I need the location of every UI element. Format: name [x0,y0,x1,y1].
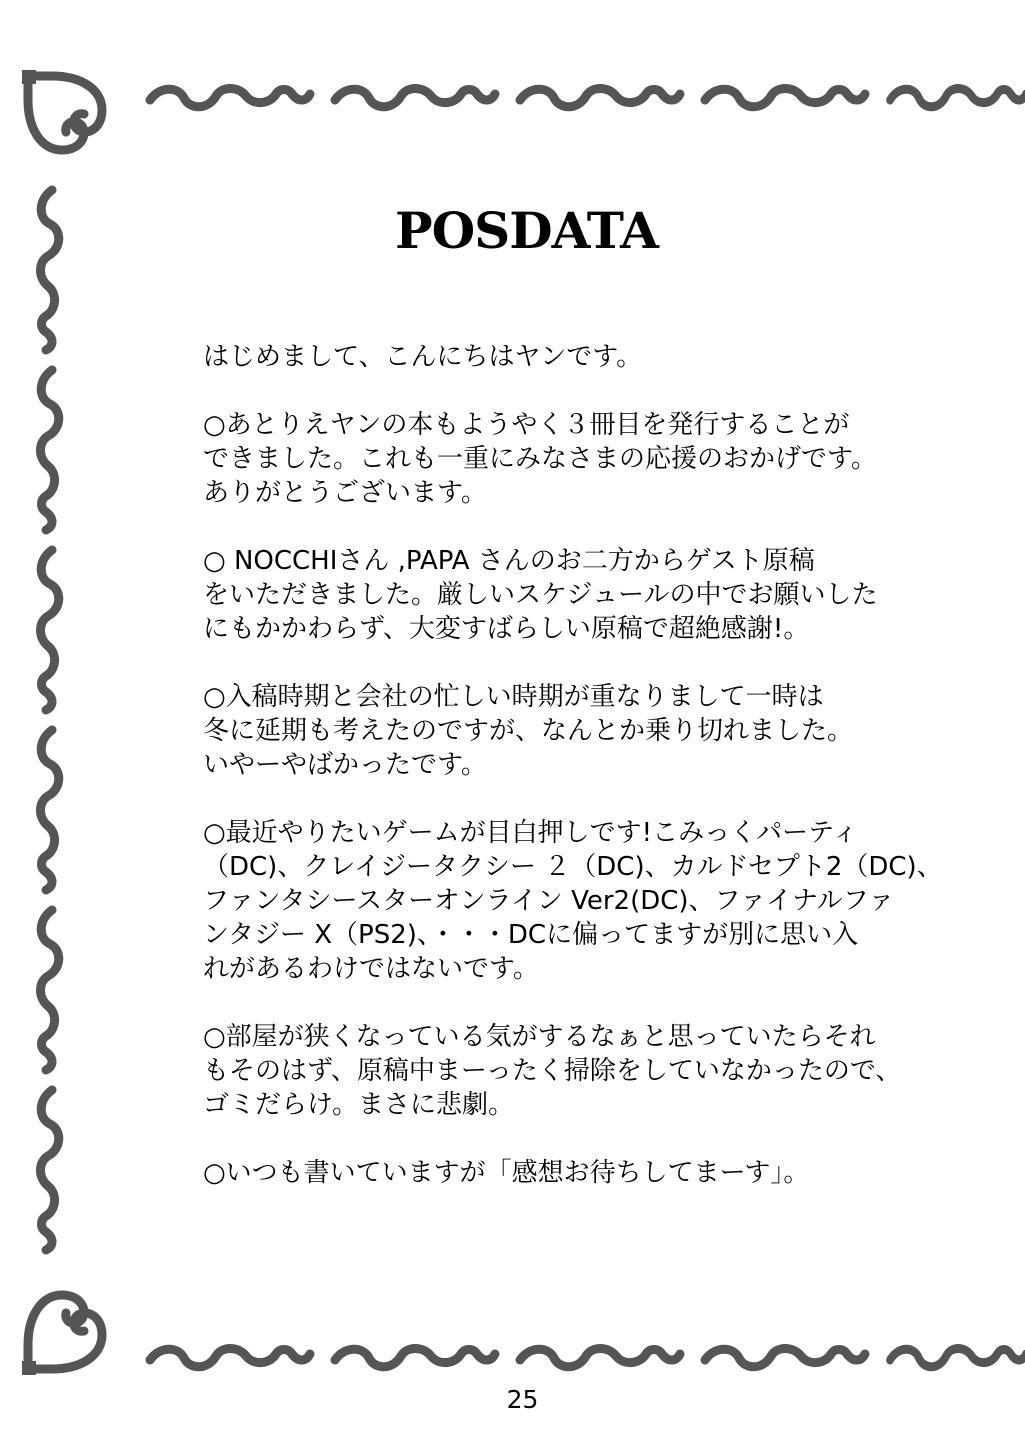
paragraph-feedback [203,1156,923,1190]
paragraph-guest-manuscripts [203,544,923,646]
text-line: をいただきました。厳しいスケジュールの中でお願いした [203,580,878,610]
text-line: ○ NOCCHIさん ,PAPA さんのお二方からゲスト原稿 [203,546,815,576]
left-border-ornament [41,190,59,1250]
text-line: （DC)、クレイジータクシー ２（DC)、カルドセプト2（DC)、 [203,852,943,882]
text-line: ○あとりえヤンの本もようやく３冊目を発行することが [203,410,850,440]
text-line: ○部屋が狭くなっている気がするなぁと思っていたらそれ [203,1022,876,1052]
paragraph-messy-room [203,1020,923,1122]
paragraph-games [203,816,943,986]
text-line: できました。これも一重にみなさまの応援のおかげです。 [203,444,877,474]
text-line: ○入稿時期と会社の忙しい時期が重なりまして一時は [203,682,824,712]
corner-ornament-top-left [22,70,102,150]
top-border-ornament [150,89,1025,107]
corner-ornament-bottom-left [22,1295,102,1375]
bottom-border-ornament [150,1349,1025,1367]
text-line: れがあるわけではないです。 [203,954,539,984]
text-line: いやーやばかったです。 [203,750,487,780]
text-line: ○最近やりたいゲームが目白押しです!こみっくパーティ [203,818,859,848]
paragraph-third-book [203,408,923,510]
text-line: 冬に延期も考えたのですが、なんとか乗り切れました。 [203,716,854,746]
paragraph-greeting [203,340,923,374]
text-line: はじめまして、こんにちはヤンです。 [203,342,643,372]
afterword-body [203,340,943,1224]
paragraph-busy-schedule [203,680,923,782]
text-line: ンタジー X（PS2)、・・・DCに偏ってますが別に思い入 [203,920,859,950]
page-title: POSDATA [395,201,658,260]
text-line: ファンタシースターオンライン Ver2(DC)、ファイナルファ [203,886,895,916]
text-line: にもかかわらず、大変すばらしい原稿で超絶感謝!。 [203,614,810,644]
text-line: ありがとうございます。 [203,478,487,508]
text-line: ○いつも書いていますが「感想お待ちしてまーす」。 [203,1158,810,1188]
text-line: もそのはず、原稿中まーったく掃除をしていなかったので、 [203,1056,902,1086]
page-number: 25 [506,1385,539,1414]
text-line: ゴミだらけ。まさに悲劇。 [203,1090,514,1120]
